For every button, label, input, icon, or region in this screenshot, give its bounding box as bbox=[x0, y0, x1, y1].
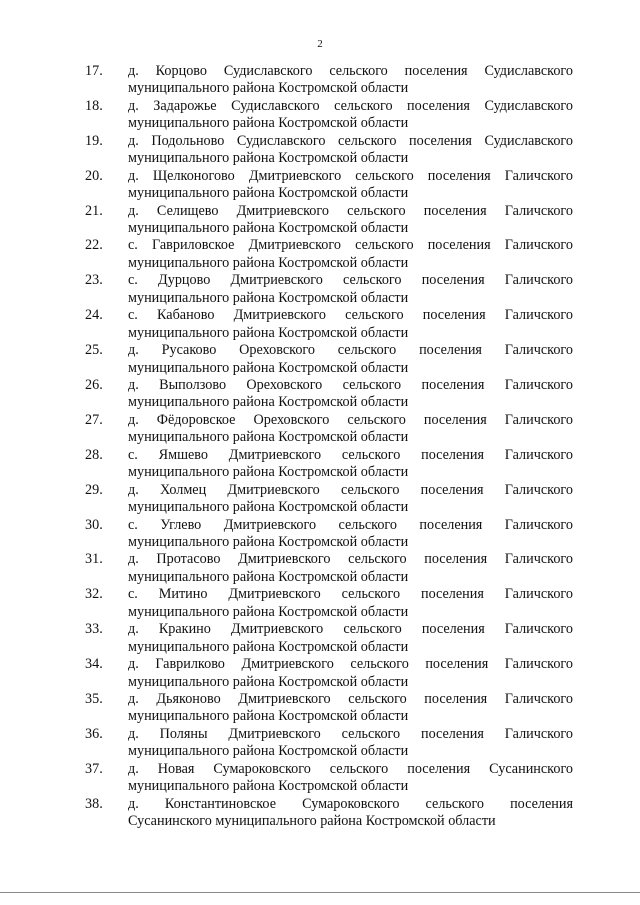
item-text bbox=[128, 272, 573, 307]
list-item bbox=[85, 761, 573, 796]
list-item bbox=[85, 482, 573, 517]
item-line-2: муниципального района Костромской области bbox=[128, 743, 409, 760]
item-number: 38. bbox=[85, 795, 103, 812]
item-text bbox=[128, 761, 573, 796]
list-item bbox=[85, 656, 573, 691]
item-number: 23. bbox=[85, 272, 103, 289]
item-line-2: муниципального района Костромской области bbox=[128, 324, 409, 341]
item-text bbox=[128, 796, 573, 831]
item-number: 21. bbox=[85, 202, 103, 219]
list-item bbox=[85, 691, 573, 726]
list-item bbox=[85, 272, 573, 307]
item-line-2: Сусанинского муниципального района Костромской области bbox=[128, 813, 496, 830]
item-text bbox=[128, 133, 573, 168]
item-text bbox=[128, 691, 573, 726]
scan-edge-divider bbox=[0, 892, 640, 893]
list-item bbox=[85, 98, 573, 133]
item-line-1: д. Кракино Дмитриевского сельского поселения Галичского bbox=[128, 621, 573, 638]
item-line-1: д. Селищево Дмитриевского сельского поселения Галичского bbox=[128, 202, 573, 219]
item-line-2: муниципального района Костромской области bbox=[128, 464, 409, 481]
item-number: 37. bbox=[85, 760, 103, 777]
item-line-2: муниципального района Костромской области bbox=[128, 185, 409, 202]
item-number: 24. bbox=[85, 307, 103, 324]
item-line-2: муниципального района Костромской области bbox=[128, 499, 409, 516]
list-item bbox=[85, 377, 573, 412]
item-line-2: муниципального района Костромской области bbox=[128, 289, 409, 306]
item-line-1: с. Митино Дмитриевского сельского поселения Галичского bbox=[128, 586, 573, 603]
item-line-1: д. Поляны Дмитриевского сельского поселения Галичского bbox=[128, 725, 573, 742]
item-text bbox=[128, 63, 573, 98]
item-number: 18. bbox=[85, 97, 103, 114]
list-item bbox=[85, 63, 573, 98]
item-line-2: муниципального района Костромской области bbox=[128, 708, 409, 725]
item-number: 34. bbox=[85, 656, 103, 673]
item-line-1: с. Дурцово Дмитриевского сельского поселения Галичского bbox=[128, 272, 573, 289]
item-line-1: с. Кабаново Дмитриевского сельского поселения Галичского bbox=[128, 307, 573, 324]
item-number: 25. bbox=[85, 342, 103, 359]
item-text bbox=[128, 203, 573, 238]
item-text bbox=[128, 621, 573, 656]
item-line-1: д. Дьяконово Дмитриевского сельского поселения Галичского bbox=[128, 691, 573, 708]
list-item bbox=[85, 342, 573, 377]
item-line-1: д. Выползово Ореховского сельского поселения Галичского bbox=[128, 377, 573, 394]
item-line-1: д. Константиновское Сумароковского сельского поселения bbox=[128, 795, 573, 812]
item-text bbox=[128, 307, 573, 342]
item-line-2: муниципального района Костромской области bbox=[128, 359, 409, 376]
item-line-2: муниципального района Костромской области bbox=[128, 603, 409, 620]
item-number: 32. bbox=[85, 586, 103, 603]
item-number: 28. bbox=[85, 446, 103, 463]
item-text bbox=[128, 412, 573, 447]
item-line-2: муниципального района Костромской области bbox=[128, 115, 409, 132]
item-number: 27. bbox=[85, 411, 103, 428]
item-line-1: д. Фёдоровское Ореховского сельского поселения Галичского bbox=[128, 411, 573, 428]
list-item bbox=[85, 133, 573, 168]
item-text bbox=[128, 482, 573, 517]
list-item bbox=[85, 551, 573, 586]
item-line-2: муниципального района Костромской области bbox=[128, 394, 409, 411]
item-line-2: муниципального района Костромской области bbox=[128, 673, 409, 690]
item-text bbox=[128, 726, 573, 761]
item-text bbox=[128, 551, 573, 586]
list-item bbox=[85, 621, 573, 656]
item-line-1: д. Русаково Ореховского сельского поселения Галичского bbox=[128, 342, 573, 359]
list-item bbox=[85, 168, 573, 203]
item-text bbox=[128, 168, 573, 203]
item-line-2: муниципального района Костромской области bbox=[128, 778, 409, 795]
item-text bbox=[128, 237, 573, 272]
item-text bbox=[128, 342, 573, 377]
item-number: 20. bbox=[85, 167, 103, 184]
item-text bbox=[128, 586, 573, 621]
item-line-2: муниципального района Костромской области bbox=[128, 80, 409, 97]
item-line-2: муниципального района Костромской области bbox=[128, 254, 409, 271]
list-item bbox=[85, 796, 573, 831]
item-number: 36. bbox=[85, 725, 103, 742]
item-line-1: д. Новая Сумароковского сельского поселения Сусанинского bbox=[128, 760, 573, 777]
list-item bbox=[85, 412, 573, 447]
list-item bbox=[85, 586, 573, 621]
list-item bbox=[85, 447, 573, 482]
item-number: 26. bbox=[85, 377, 103, 394]
list-item bbox=[85, 517, 573, 552]
item-text bbox=[128, 517, 573, 552]
item-line-1: д. Гаврилково Дмитриевского сельского поселения Галичского bbox=[128, 656, 573, 673]
item-line-1: с. Гавриловское Дмитриевского сельского поселения Галичского bbox=[128, 237, 573, 254]
item-line-2: муниципального района Костромской области bbox=[128, 638, 409, 655]
settlement-list bbox=[85, 63, 573, 831]
list-item bbox=[85, 307, 573, 342]
page-number: 2 bbox=[317, 38, 323, 50]
list-item bbox=[85, 203, 573, 238]
item-line-1: д. Подольново Судиславского сельского поселения Судиславского bbox=[128, 132, 573, 149]
item-number: 22. bbox=[85, 237, 103, 254]
item-line-1: д. Корцово Судиславского сельского поселения Судиславского bbox=[128, 63, 573, 79]
item-text bbox=[128, 447, 573, 482]
item-line-2: муниципального района Костромской области bbox=[128, 219, 409, 236]
item-number: 30. bbox=[85, 516, 103, 533]
item-line-1: д. Задарожье Судиславского сельского поселения Судиславского bbox=[128, 97, 573, 114]
item-line-1: с. Углево Дмитриевского сельского поселения Галичского bbox=[128, 516, 573, 533]
item-text bbox=[128, 98, 573, 133]
item-line-1: д. Холмец Дмитриевского сельского поселения Галичского bbox=[128, 481, 573, 498]
item-line-2: муниципального района Костромской области bbox=[128, 429, 409, 446]
item-line-1: д. Щелконогово Дмитриевского сельского поселения Галичского bbox=[128, 167, 573, 184]
item-number: 31. bbox=[85, 551, 103, 568]
item-line-2: муниципального района Костромской области bbox=[128, 533, 409, 550]
item-line-2: муниципального района Костромской области bbox=[128, 150, 409, 167]
item-number: 19. bbox=[85, 132, 103, 149]
item-number: 29. bbox=[85, 481, 103, 498]
item-number: 17. bbox=[85, 63, 103, 79]
item-line-1: д. Протасово Дмитриевского сельского поселения Галичского bbox=[128, 551, 573, 568]
item-line-1: с. Ямшево Дмитриевского сельского поселения Галичского bbox=[128, 446, 573, 463]
list-item bbox=[85, 726, 573, 761]
list-item bbox=[85, 237, 573, 272]
item-text bbox=[128, 656, 573, 691]
item-number: 35. bbox=[85, 691, 103, 708]
item-number: 33. bbox=[85, 621, 103, 638]
item-text bbox=[128, 377, 573, 412]
item-line-2: муниципального района Костромской области bbox=[128, 568, 409, 585]
